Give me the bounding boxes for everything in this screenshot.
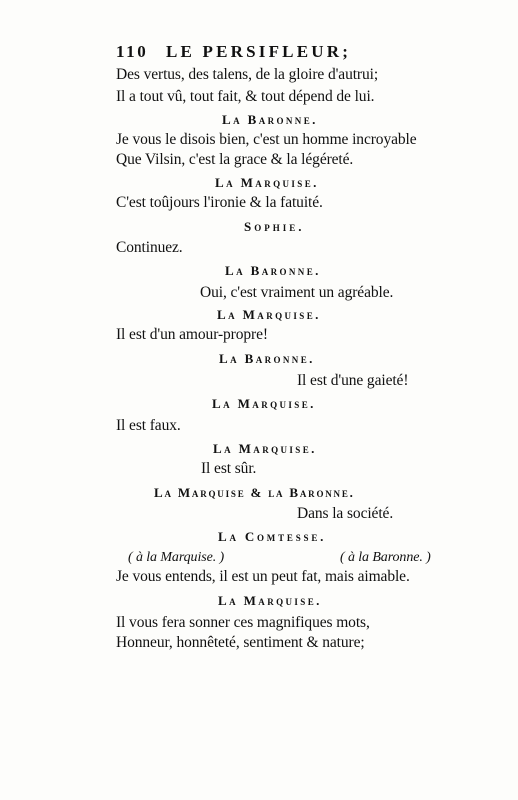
speaker-name: Sophie. — [244, 219, 305, 234]
verse-line: Dans la société. — [297, 505, 394, 522]
speaker-name: La Marquise. — [213, 441, 317, 456]
speaker-name: La Marquise. — [218, 593, 322, 608]
verse-line: Il est d'un amour-propre! — [116, 326, 268, 343]
speaker-name: La Marquise. — [212, 396, 316, 411]
verse-line: Oui, c'est vraiment un agréable. — [200, 284, 394, 301]
running-title: LE PERSIFLEUR; — [166, 42, 352, 61]
verse-line: Je vous entends, il est un peut fat, mais aimable. — [116, 568, 410, 585]
speaker-name: La Baronne. — [219, 351, 315, 366]
speaker-name: La Marquise. — [215, 175, 319, 190]
verse-line: Il a tout vû, tout fait, & tout dépend de lui. — [116, 88, 375, 105]
verse-line: Il est faux. — [116, 417, 181, 434]
page-number: 110 — [116, 42, 149, 61]
stage-direction: ( à la Baronne. ) — [340, 550, 431, 565]
verse-line: Il est d'une gaieté! — [297, 372, 409, 389]
verse-line: Que Vilsin, c'est la grace & la légéreté. — [116, 151, 354, 168]
verse-line: Je vous le disois bien, c'est un homme incroyable — [116, 131, 417, 148]
verse-line: C'est toûjours l'ironie & la fatuité. — [116, 194, 323, 211]
speaker-name: La Marquise. — [217, 307, 321, 322]
speaker-name: La Marquise & la Baronne. — [154, 485, 355, 500]
speaker-name: La Baronne. — [225, 263, 321, 278]
verse-line: Continuez. — [116, 239, 183, 256]
speaker-name: La Baronne. — [222, 112, 318, 127]
verse-line: Honneur, honnêteté, sentiment & nature; — [116, 634, 365, 651]
verse-line: Des vertus, des talens, de la gloire d'autrui; — [116, 66, 379, 83]
verse-line: Il est sûr. — [201, 460, 257, 477]
verse-line: Il vous fera sonner ces magnifiques mots, — [116, 614, 370, 631]
speaker-name: La Comtesse. — [218, 529, 327, 544]
stage-direction: ( à la Marquise. ) — [128, 550, 225, 565]
